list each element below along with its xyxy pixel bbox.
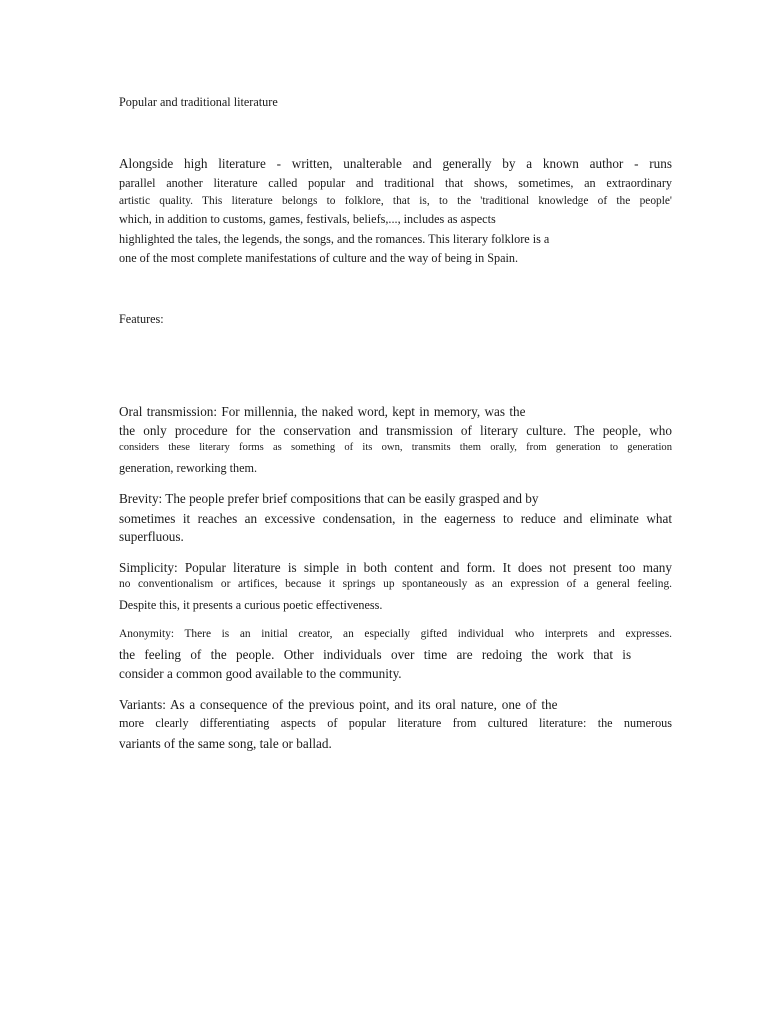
feature-line: more clearly differentiating aspects of popular literature from cultured literature: the numerous [119,716,672,730]
feature-line: considers these literary forms as something of its own, transmits them orally, from generation to generation [119,442,672,453]
intro-line: parallel another literature called popular and traditional that shows, sometimes, an extraordinary [119,176,672,190]
feature-line: generation, reworking them. [119,461,258,475]
feature-line: the feeling of the people. Other individuals over time are redoing the work that is [119,647,632,662]
features-heading: Features: [119,312,164,326]
feature-line: Anonymity: There is an initial creator, an especially gifted individual who interprets and expresses. [119,628,672,640]
feature-line: superfluous. [119,529,184,544]
feature-line: Despite this, it presents a curious poetic effectiveness. [119,598,383,612]
feature-line: Brevity: The people prefer brief compositions that can be easily grasped and by [119,491,539,506]
feature-line: Variants: As a consequence of the previous point, and its oral nature, one of the [119,697,558,712]
intro-line: Alongside high literature - written, unalterable and generally by a known author - runs [119,156,672,171]
feature-line: the only procedure for the conservation and transmission of literary culture. The people, who [119,423,672,438]
feature-line: sometimes it reaches an excessive condensation, in the eagerness to reduce and eliminate what [119,511,672,526]
document-title: Popular and traditional literature [119,95,278,109]
feature-line: consider a common good available to the community. [119,666,402,681]
feature-line: Oral transmission: For millennia, the naked word, kept in memory, was the [119,404,526,419]
feature-line: no conventionalism or artifices, because it springs up spontaneously as an expression of a general feeling. [119,578,672,590]
intro-line: highlighted the tales, the legends, the songs, and the romances. This literary folklore is a [119,232,550,246]
intro-line: which, in addition to customs, games, festivals, beliefs,..., includes as aspects [119,212,496,226]
feature-line: variants of the same song, tale or ballad. [119,736,332,751]
intro-line: one of the most complete manifestations of culture and the way of being in Spain. [119,251,519,265]
intro-line: artistic quality. This literature belongs to folklore, that is, to the 'traditional knowledge of the people' [119,195,672,207]
feature-line: Simplicity: Popular literature is simple in both content and form. It does not present too many [119,560,672,575]
